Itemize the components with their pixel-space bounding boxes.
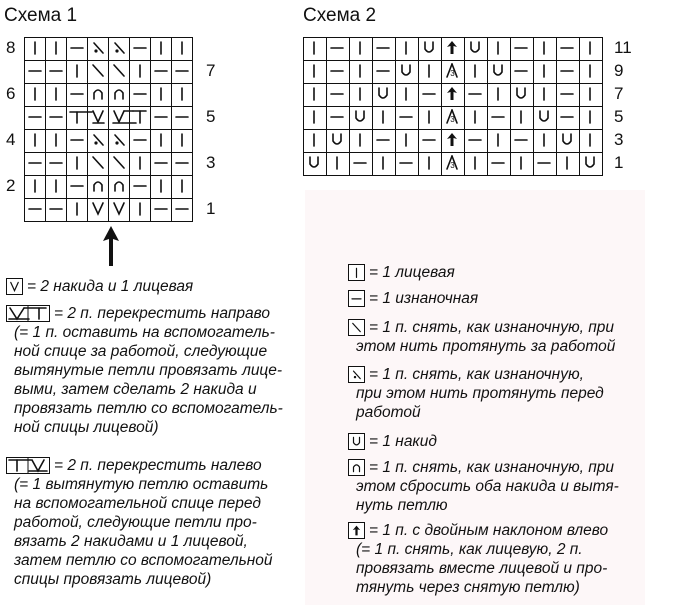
scheme2-cell-knit-icon (419, 61, 442, 84)
scheme1-cell-purl-icon (46, 61, 67, 84)
scheme2-cell-purl-icon (534, 153, 557, 176)
scheme2-cell-purl-icon (557, 84, 580, 107)
scheme2-cell-yarn-over-icon (396, 61, 419, 84)
scheme2-cell-knit-icon (327, 153, 350, 176)
scheme2-row-number: 1 (614, 153, 624, 172)
scheme2-cell-knit-icon (304, 61, 327, 84)
scheme1-cell-knit-icon (130, 153, 151, 176)
legend-text: = 1 лицевая (369, 264, 455, 281)
legend-text: затем петлю со вспомогательной (14, 552, 273, 569)
scheme2-cell-knit-icon (465, 153, 488, 176)
scheme2-cell-knit-icon (350, 38, 373, 61)
scheme1-cell-knit-icon (172, 176, 193, 199)
scheme1-cell-knit-icon (25, 38, 46, 61)
scheme1-cell-slip-back-icon (109, 153, 130, 176)
scheme2-cell-knit-icon (534, 38, 557, 61)
scheme2-cell-yarn-over-icon (373, 84, 396, 107)
scheme1-cell-knit-icon (46, 176, 67, 199)
svg-text:3: 3 (450, 69, 455, 78)
scheme2-cell-knit-icon (511, 107, 534, 130)
scheme1-cell-purl-icon (67, 130, 88, 153)
scheme2-cell-three-together-icon (442, 153, 465, 176)
scheme2-cell-purl-icon (557, 107, 580, 130)
scheme1-cell-slip-back-icon (88, 153, 109, 176)
legend-text: = 1 изнаночная (369, 290, 479, 307)
scheme1-cell-slip-back-icon (88, 61, 109, 84)
legend-text: при этом нить протянуть перед (356, 385, 604, 402)
knit-icon (348, 264, 365, 281)
scheme2-cell-purl-icon (373, 61, 396, 84)
scheme1-cell-slip-front-icon (109, 38, 130, 61)
legend-text: = 1 п. с двойным наклоном влево (369, 522, 609, 539)
scheme1-cell-knit-icon (151, 38, 172, 61)
legend-text: вязать 2 накидами и 1 лицевой, (14, 533, 248, 550)
scheme2-cell-knit-icon (304, 130, 327, 153)
scheme1-row-number: 4 (6, 130, 16, 149)
scheme1-row-number: 3 (206, 153, 216, 172)
scheme1-cell-double-yarn-over-knit-icon (88, 199, 109, 222)
scheme1-cell-purl-icon (151, 199, 172, 222)
scheme2-cell-purl-icon (327, 107, 350, 130)
scheme2-cell-knit-icon (373, 107, 396, 130)
scheme1-cell-purl-icon (46, 153, 67, 176)
scheme1-chart (24, 37, 193, 222)
scheme1-cell-purl-icon (172, 199, 193, 222)
legend-text: этом сбросить оба накида и вытя- (356, 478, 619, 495)
legend-text: провязать петлю со вспомогатель- (14, 400, 283, 417)
legend-text: выми, затем сделать 2 накида и (14, 381, 257, 398)
scheme1-cell-knit-icon (172, 38, 193, 61)
scheme1-cell-purl-icon (151, 61, 172, 84)
scheme1-cell-knit-icon (151, 84, 172, 107)
legend-text: на вспомогательной спице перед (14, 495, 261, 512)
legend-text: (= 1 вытянутую петлю оставить (14, 476, 269, 493)
scheme2-cell-purl-icon (465, 130, 488, 153)
scheme2-cell-knit-icon (396, 84, 419, 107)
scheme2-cell-knit-icon (419, 107, 442, 130)
legend-text: = 1 п. снять, как изнаночную, (369, 366, 584, 383)
legend-text: = 1 накид (369, 433, 437, 450)
scheme2-cell-purl-icon (419, 84, 442, 107)
scheme1-cell-cross-right-icon (109, 107, 130, 130)
scheme2-cell-knit-icon (580, 38, 603, 61)
scheme2-cell-yarn-over-icon (350, 107, 373, 130)
legend-text: = 2 п. перекрестить налево (54, 457, 262, 474)
scheme2-cell-knit-icon (465, 107, 488, 130)
scheme1-cell-knit-icon (151, 130, 172, 153)
scheme2-cell-three-together-icon (442, 107, 465, 130)
scheme1-cell-purl-icon (25, 61, 46, 84)
scheme2-cell-knit-icon (580, 84, 603, 107)
scheme1-cell-slip-drop-icon (109, 84, 130, 107)
cross-right-icon (6, 305, 50, 322)
purl-icon (348, 290, 365, 307)
scheme2-cell-knit-icon (580, 61, 603, 84)
scheme2-cell-purl-icon (511, 130, 534, 153)
scheme2-cell-purl-icon (557, 38, 580, 61)
scheme2-cell-knit-icon (557, 153, 580, 176)
arrow-up-icon (103, 226, 119, 266)
scheme1-cell-cross-right-icon (130, 107, 151, 130)
svg-text:3: 3 (450, 161, 455, 170)
scheme2-cell-purl-icon (488, 153, 511, 176)
scheme1-cell-purl-icon (46, 199, 67, 222)
scheme2-cell-yarn-over-icon (511, 84, 534, 107)
scheme1-cell-knit-icon (25, 130, 46, 153)
legend-text: нуть петлю (356, 497, 448, 514)
scheme2-cell-yarn-over-icon (488, 61, 511, 84)
legend-text: (= 1 п. снять, как лицевую, 2 п. (356, 541, 583, 558)
scheme1-cell-purl-icon (25, 199, 46, 222)
legend-text: = 2 п. перекрестить направо (54, 305, 270, 322)
legend-text: = 1 п. снять, как изнаночную, при (369, 459, 614, 476)
scheme1-cell-slip-drop-icon (109, 176, 130, 199)
scheme2-cell-yarn-over-icon (465, 38, 488, 61)
scheme1-cell-knit-icon (67, 153, 88, 176)
scheme2-chart (303, 37, 603, 176)
scheme1-cell-knit-icon (172, 130, 193, 153)
legend-text: провязать вместе лицевой и про- (356, 560, 608, 577)
scheme1-cell-purl-icon (67, 176, 88, 199)
scheme2-cell-purl-icon (511, 61, 534, 84)
scheme2-cell-purl-icon (419, 130, 442, 153)
scheme2-cell-knit-icon (511, 153, 534, 176)
scheme2-cell-knit-icon (488, 130, 511, 153)
scheme1-row-number: 7 (206, 61, 216, 80)
scheme1-cell-purl-icon (67, 38, 88, 61)
scheme1-cell-knit-icon (172, 84, 193, 107)
scheme2-cell-knit-icon (350, 84, 373, 107)
legend-text: = 2 накида и 1 лицевая (27, 278, 194, 295)
scheme1-cell-knit-icon (151, 176, 172, 199)
scheme1-title: Схема 1 (4, 5, 78, 26)
scheme1-row-number: 8 (6, 38, 16, 57)
scheme2-cell-purl-icon (327, 84, 350, 107)
scheme2-cell-purl-icon (350, 153, 373, 176)
scheme2-cell-knit-icon (304, 84, 327, 107)
scheme1-cell-purl-icon (172, 107, 193, 130)
scheme1-cell-cross-left-icon (67, 107, 88, 130)
legend-text: этом нить протянуть за работой (356, 338, 616, 355)
scheme1-cell-purl-icon (151, 153, 172, 176)
scheme2-row-number: 5 (614, 107, 624, 126)
scheme1-cell-double-yarn-over-knit-icon (109, 199, 130, 222)
scheme1-cell-purl-icon (172, 61, 193, 84)
scheme2-cell-purl-icon (373, 38, 396, 61)
scheme2-cell-knit-icon (304, 107, 327, 130)
legend-text: тянуть через снятую петлю) (356, 579, 580, 596)
scheme2-cell-purl-icon (488, 107, 511, 130)
scheme2-cell-purl-icon (396, 107, 419, 130)
double-decrease-icon (348, 522, 365, 539)
scheme1-cell-knit-icon (130, 61, 151, 84)
scheme1-cell-purl-icon (172, 153, 193, 176)
scheme1-row-number: 2 (6, 176, 16, 195)
scheme1-cell-knit-icon (67, 199, 88, 222)
scheme1-cell-purl-icon (46, 107, 67, 130)
scheme1-cell-purl-icon (25, 107, 46, 130)
scheme2-cell-yarn-over-icon (557, 130, 580, 153)
scheme2-cell-yarn-over-icon (419, 38, 442, 61)
scheme2-cell-purl-icon (396, 153, 419, 176)
scheme1-cell-knit-icon (25, 176, 46, 199)
svg-text:3: 3 (450, 115, 455, 124)
scheme1-cell-purl-icon (130, 84, 151, 107)
scheme2-cell-yarn-over-icon (327, 130, 350, 153)
scheme1-row-number: 6 (6, 84, 16, 103)
scheme2-cell-knit-icon (580, 130, 603, 153)
scheme2-title: Схема 2 (303, 5, 377, 26)
scheme1-cell-purl-icon (151, 107, 172, 130)
scheme1-cell-slip-front-icon (88, 38, 109, 61)
legend-text: вытянутые петли провязать лице- (14, 362, 283, 379)
slip-back-icon (348, 319, 365, 336)
scheme2-row-number: 11 (614, 38, 632, 57)
scheme1-cell-slip-drop-icon (88, 84, 109, 107)
scheme1-cell-purl-icon (67, 84, 88, 107)
scheme1-cell-knit-icon (46, 38, 67, 61)
scheme1-cell-knit-icon (46, 130, 67, 153)
legend-text: (= 1 п. оставить на вспомогатель- (14, 324, 275, 341)
scheme2-cell-purl-icon (327, 38, 350, 61)
scheme1-cell-knit-icon (46, 84, 67, 107)
slip-drop-icon (348, 459, 365, 476)
scheme2-cell-knit-icon (350, 61, 373, 84)
yarn-over-icon (348, 433, 365, 450)
scheme1-row-number: 5 (206, 107, 216, 126)
scheme2-cell-knit-icon (419, 153, 442, 176)
scheme1-cell-knit-icon (25, 84, 46, 107)
scheme1-cell-purl-icon (130, 38, 151, 61)
scheme2-cell-double-decrease-icon (442, 130, 465, 153)
legend-text: ной спице за работой, следующие (14, 343, 268, 360)
scheme1-cell-purl-icon (130, 176, 151, 199)
scheme2-cell-yarn-over-icon (304, 153, 327, 176)
scheme2-row-number: 7 (614, 84, 624, 103)
scheme2-cell-three-together-icon (442, 61, 465, 84)
legend-text: = 1 п. снять, как изнаночную, при (369, 319, 614, 336)
scheme1-cell-slip-drop-icon (88, 176, 109, 199)
cross-left-icon (6, 457, 50, 474)
scheme1-cell-slip-back-icon (109, 61, 130, 84)
legend-text: спицы провязать лицевой) (14, 571, 212, 588)
scheme2-cell-knit-icon (304, 38, 327, 61)
scheme2-cell-purl-icon (373, 130, 396, 153)
scheme1-cell-slip-front-icon (109, 130, 130, 153)
scheme2-cell-yarn-over-icon (534, 107, 557, 130)
scheme2-cell-knit-icon (465, 61, 488, 84)
scheme1-cell-purl-icon (130, 130, 151, 153)
scheme2-row-number: 3 (614, 130, 624, 149)
scheme2-cell-knit-icon (534, 130, 557, 153)
scheme2-row-number: 9 (614, 61, 624, 80)
scheme2-cell-knit-icon (350, 130, 373, 153)
scheme2-cell-knit-icon (534, 84, 557, 107)
slip-front-icon (348, 366, 365, 383)
scheme2-cell-purl-icon (327, 61, 350, 84)
scheme2-cell-knit-icon (580, 107, 603, 130)
scheme2-cell-knit-icon (396, 130, 419, 153)
scheme1-row-number: 1 (206, 199, 216, 218)
scheme2-cell-double-decrease-icon (442, 38, 465, 61)
scheme2-cell-knit-icon (534, 61, 557, 84)
legend-text: ной спицы лицевой) (14, 419, 159, 436)
scheme2-cell-purl-icon (465, 84, 488, 107)
legend-text: работой, следующие петли про- (14, 514, 257, 531)
double-yarn-over-knit-icon (6, 278, 23, 295)
scheme2-cell-double-decrease-icon (442, 84, 465, 107)
scheme2-cell-purl-icon (557, 61, 580, 84)
scheme2-cell-purl-icon (511, 38, 534, 61)
scheme1-cell-knit-icon (130, 199, 151, 222)
scheme1-cell-cross-left-icon (88, 107, 109, 130)
scheme2-cell-yarn-over-icon (580, 153, 603, 176)
legend-text: работой (356, 404, 421, 421)
scheme2-cell-knit-icon (373, 153, 396, 176)
scheme1-cell-purl-icon (25, 153, 46, 176)
scheme1-cell-slip-front-icon (88, 130, 109, 153)
scheme1-cell-knit-icon (67, 61, 88, 84)
scheme2-cell-knit-icon (396, 38, 419, 61)
scheme2-cell-knit-icon (488, 84, 511, 107)
scheme2-cell-knit-icon (488, 38, 511, 61)
